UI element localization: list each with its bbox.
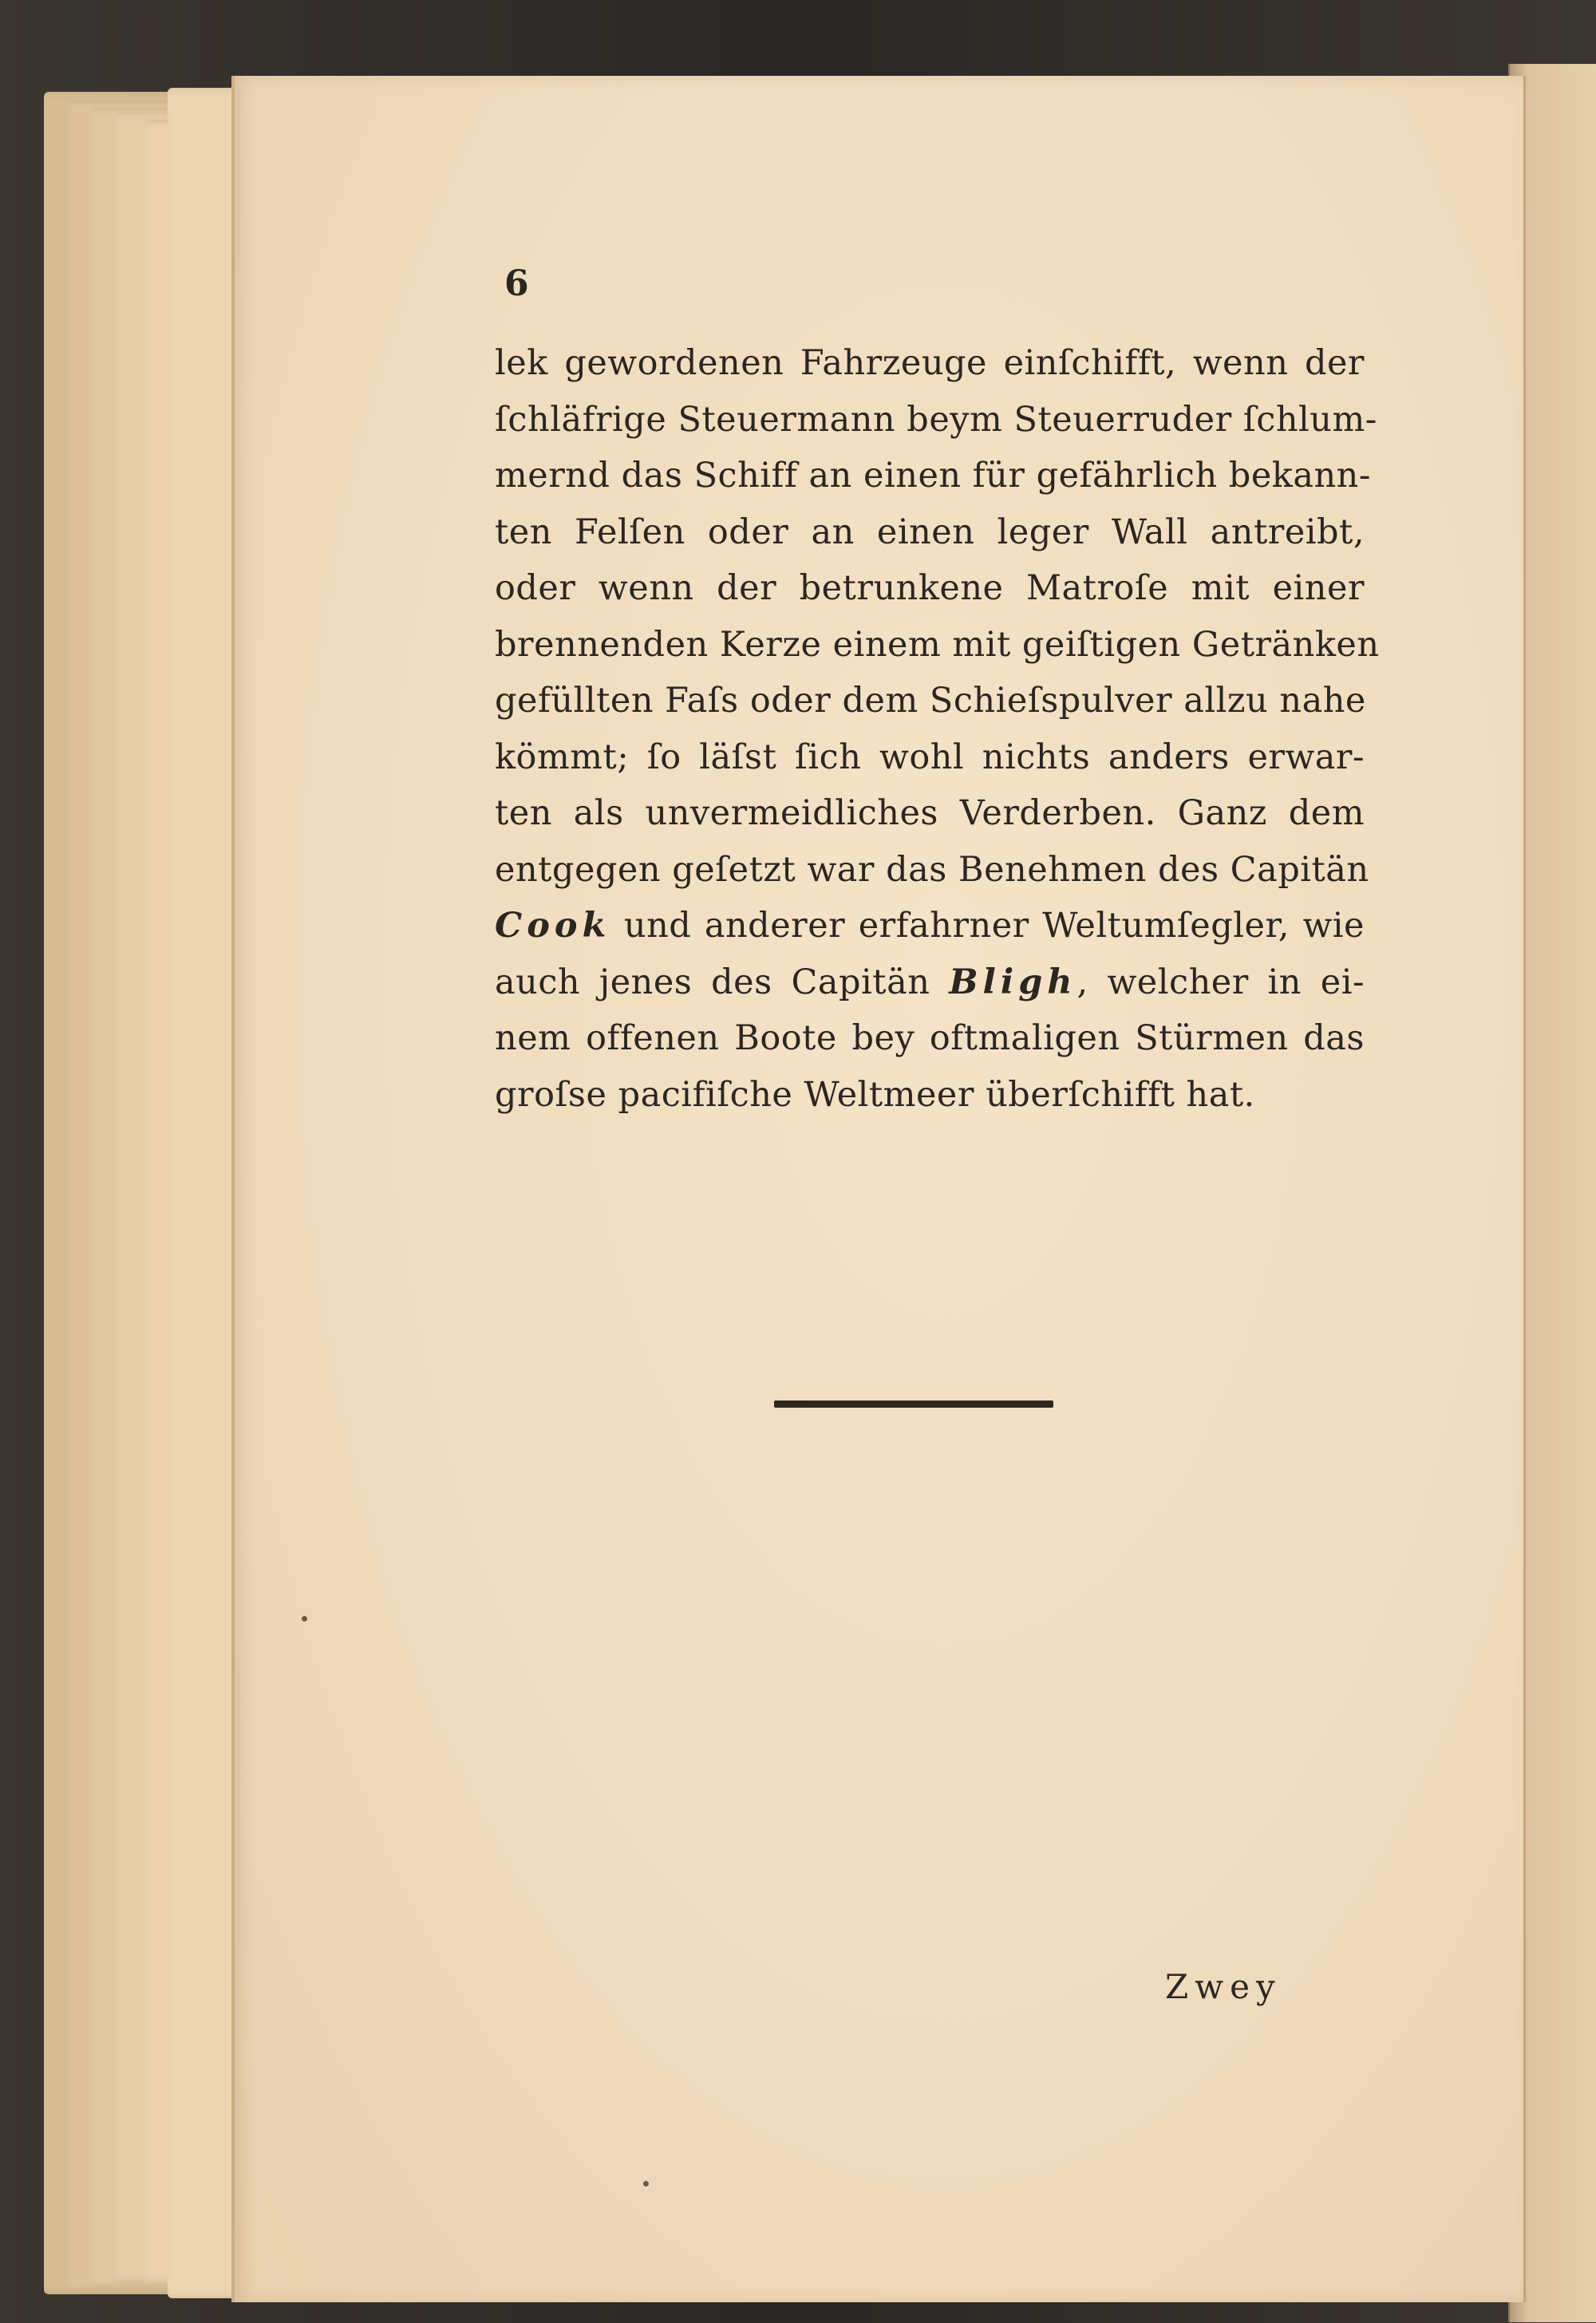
text-segment: und anderer erfahrner Weltumſegler, wie <box>610 906 1365 946</box>
page-number: 6 <box>504 263 529 304</box>
text-line: brennenden Kerze einem mit geiſtigen Getränken <box>495 624 1380 665</box>
text-line: groſse pacifiſche Weltmeer überſchifft hat. <box>495 1074 1255 1115</box>
text-line <box>495 898 1365 954</box>
text-line: ſchläfrige Steuermann beym Steuerruder ſchlum- <box>495 399 1377 440</box>
paper-speck <box>302 1616 307 1622</box>
text-line: mernd das Schiff an einen für gefährlich bekann- <box>495 456 1371 496</box>
text-line: ten Felſen oder an einen leger Wall antreibt, <box>495 512 1365 552</box>
text-line: lek gewordenen Fahrzeuge einſchifft, wenn der <box>495 343 1365 383</box>
text-line: gefüllten Faſs oder dem Schieſspulver allzu nahe <box>495 681 1366 721</box>
paper-speck <box>643 2181 649 2187</box>
emphasized-name: Cook <box>495 906 611 946</box>
text-line: ten als unvermeidliches Verderben. Ganz dem <box>495 793 1365 833</box>
section-rule <box>774 1401 1053 1408</box>
text-line: oder wenn der betrunkene Matroſe mit einer <box>495 568 1365 608</box>
text-line <box>495 954 1365 1011</box>
text-segment: , welcher in ei- <box>1077 962 1365 1002</box>
text-line: kömmt; ſo läſst ſich wohl nichts anders erwar- <box>495 737 1365 777</box>
emphasized-name: Bligh <box>949 962 1077 1002</box>
text-line: nem offenen Boote bey oftmaligen Stürmen das <box>495 1018 1365 1058</box>
text-segment: auch jenes des Capitän <box>495 962 950 1002</box>
text-line: entgegen geſetzt war das Benehmen des Capitän <box>495 849 1369 890</box>
body-text <box>495 335 1380 1123</box>
catchword: Zwey <box>1165 1967 1282 2006</box>
